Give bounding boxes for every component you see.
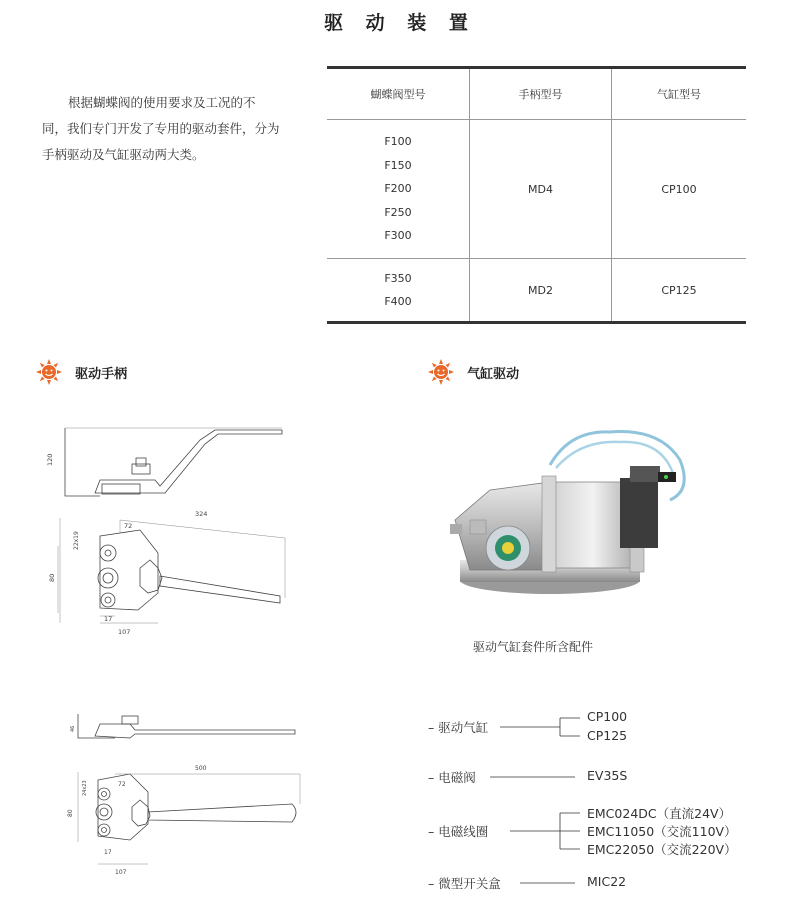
cylinder-model-cell: CP100	[612, 120, 747, 259]
table-row	[327, 259, 746, 323]
dim-107: 107	[115, 869, 127, 876]
accessory-item: – 微型开关盒	[428, 876, 501, 891]
accessory-item: – 电磁线圈	[428, 824, 489, 839]
handle-drawing-small	[60, 712, 310, 884]
valve-model: F250	[384, 205, 412, 219]
accessory-label: 电磁阀	[438, 770, 476, 785]
accessory-value: EV35S	[587, 768, 628, 783]
header-valve-model: 蝴蝶阀型号	[327, 68, 470, 120]
header-handle-model: 手柄型号	[470, 68, 612, 120]
sun-icon	[428, 359, 454, 385]
section-cylinder	[428, 359, 519, 385]
accessory-value: CP125	[587, 728, 628, 743]
dim-length: 324	[195, 510, 208, 518]
valve-model: F100	[384, 135, 412, 149]
dim-80: 80	[67, 809, 74, 817]
dim-17: 17	[104, 849, 112, 856]
valve-model: F150	[384, 158, 412, 172]
dim-slot: 24x23	[82, 780, 88, 796]
dim-107: 107	[118, 628, 131, 636]
table-header-row	[327, 68, 746, 120]
photo-caption: 驱动气缸套件所含配件	[472, 640, 593, 654]
accessory-value: MIC22	[587, 874, 627, 889]
section-title-cylinder: 气缸驱动	[467, 366, 520, 382]
intro-text: 根据蝴蝶阀的使用要求及工况的不同，我们专门开发了专用的驱动套件，分为手柄驱动及气缸驱动两大类。	[42, 95, 280, 162]
accessory-value: EMC11050（交流110V）	[587, 824, 737, 839]
accessory-value: EMC22050（交流220V）	[587, 842, 737, 857]
valve-model: F350	[384, 271, 412, 285]
accessory-value: CP100	[587, 709, 628, 724]
model-table	[327, 66, 746, 324]
page-title: 驱 动 装 置	[324, 12, 476, 34]
section-title-handle: 驱动手柄	[75, 366, 128, 382]
handle-model-cell: MD2	[470, 259, 612, 323]
intro-paragraph	[42, 90, 280, 168]
accessory-item: – 驱动气缸	[428, 720, 489, 735]
dim-angle: 72	[118, 781, 126, 788]
sun-icon	[36, 359, 62, 385]
table-row	[327, 120, 746, 259]
cylinder-kit-photo	[430, 420, 710, 620]
accessory-label: 驱动气缸	[438, 720, 489, 735]
dim-slot: 22x19	[73, 531, 80, 550]
handle-drawing-large	[40, 418, 300, 648]
dim-height: 46	[70, 725, 76, 732]
cylinder-model-cell: CP125	[612, 259, 747, 323]
accessory-item: – 电磁阀	[428, 770, 476, 785]
dim-height: 120	[46, 453, 54, 466]
accessory-value: EMC024DC（直流24V）	[587, 806, 732, 821]
valve-models-cell	[327, 120, 470, 259]
valve-model: F400	[384, 295, 412, 308]
dim-length: 500	[195, 765, 207, 772]
dim-17: 17	[104, 615, 113, 623]
header-cylinder-model: 气缸型号	[612, 68, 747, 120]
accessory-label: 微型开关盒	[438, 876, 501, 891]
accessory-label: 电磁线圈	[438, 824, 489, 839]
dim-angle: 72	[124, 522, 133, 530]
valve-models-cell	[327, 259, 470, 323]
section-handle	[36, 359, 127, 385]
valve-model: F200	[384, 182, 412, 196]
handle-model-cell: MD4	[470, 120, 612, 259]
valve-model: F300	[384, 229, 412, 243]
dim-80: 80	[48, 573, 56, 582]
